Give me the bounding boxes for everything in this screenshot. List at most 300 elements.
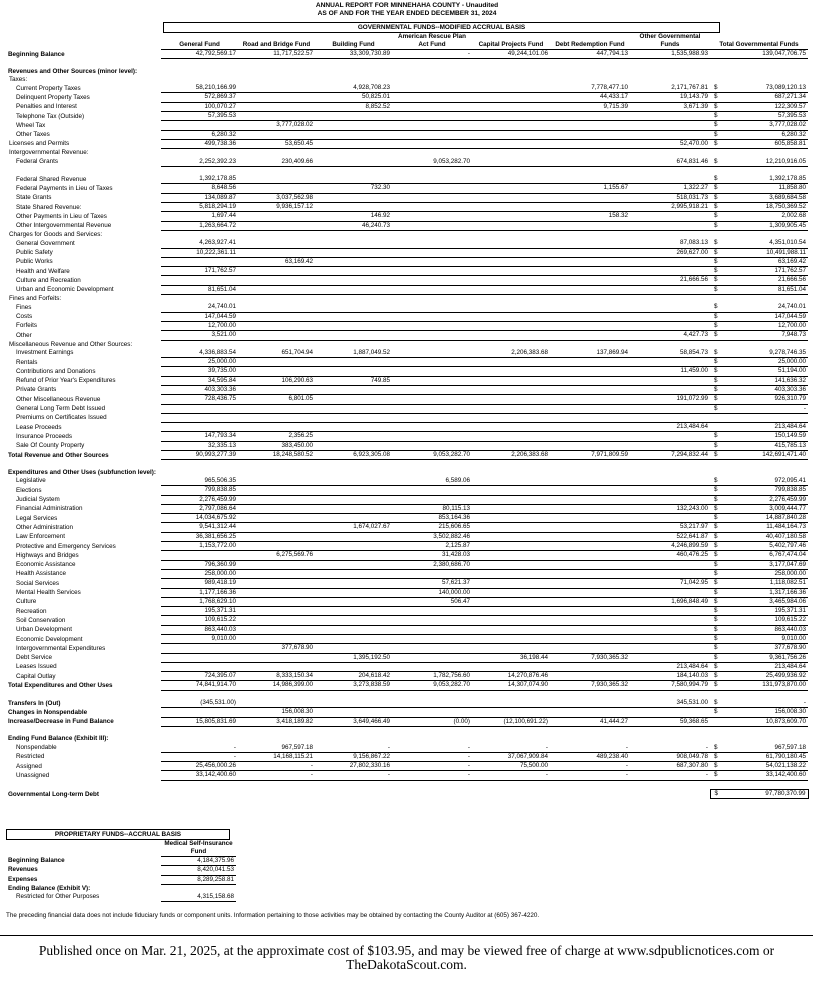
cell-value: 3,777,028.02 bbox=[238, 121, 315, 130]
dollar-sign: $ bbox=[710, 588, 720, 597]
cell-value bbox=[630, 285, 710, 294]
cell-value: 7,778,477.10 bbox=[550, 84, 630, 93]
cell-value bbox=[315, 597, 392, 606]
cell-value: 2,206,383.68 bbox=[472, 349, 550, 358]
cell-value: 9,541,312.44 bbox=[161, 523, 238, 532]
dollar-sign: $ bbox=[710, 358, 720, 367]
cell-value: 4,263,927.41 bbox=[161, 239, 238, 248]
total-value: 51,194.00 bbox=[720, 367, 808, 376]
total-value: 25,499,936.92 bbox=[720, 672, 808, 681]
table-row bbox=[6, 726, 808, 735]
column-header: General Fund bbox=[161, 33, 238, 50]
row-label: Intergovernmental Expenditures bbox=[16, 644, 106, 652]
cell-value bbox=[630, 221, 710, 230]
cell-value: 2,206,383.68 bbox=[472, 451, 550, 460]
cell-value: 81,651.04 bbox=[161, 285, 238, 294]
total-value: 415,785.13 bbox=[720, 441, 808, 450]
cell-value bbox=[550, 239, 630, 248]
row-label: Other bbox=[16, 331, 32, 339]
cell-value bbox=[630, 644, 710, 653]
cell-value: (12,100,691.22) bbox=[472, 717, 550, 726]
cell-value bbox=[472, 130, 550, 139]
cell-value bbox=[315, 607, 392, 616]
cell-value bbox=[472, 112, 550, 121]
row-label: Insurance Proceeds bbox=[16, 432, 73, 440]
proprietary-funds-banner: PROPRIETARY FUNDS--ACCRUAL BASIS bbox=[6, 829, 230, 840]
report-title-line-1: ANNUAL REPORT FOR MINNEHAHA COUNTY - Unaudited bbox=[315, 2, 499, 9]
cell-value bbox=[472, 376, 550, 385]
cell-value: 213,484.64 bbox=[630, 423, 710, 432]
cell-value bbox=[315, 276, 392, 285]
cell-value bbox=[392, 212, 472, 221]
table-row bbox=[6, 376, 808, 385]
cell-value: 32,335.13 bbox=[161, 441, 238, 450]
cell-value: 1,768,629.10 bbox=[161, 597, 238, 606]
cell-value bbox=[315, 532, 392, 541]
cell-value: 460,476.25 bbox=[630, 551, 710, 560]
row-label: Sale Of County Property bbox=[16, 442, 85, 450]
total-value: 1,118,082.51 bbox=[720, 579, 808, 588]
cell-value bbox=[550, 644, 630, 653]
cell-value bbox=[392, 644, 472, 653]
table-row bbox=[6, 672, 808, 681]
cell-value: 57,395.53 bbox=[161, 112, 238, 121]
cell-value bbox=[315, 542, 392, 551]
table-row bbox=[6, 469, 808, 477]
table-row bbox=[6, 653, 808, 662]
dollar-sign: $ bbox=[710, 699, 720, 708]
cell-value: 57,621.37 bbox=[392, 579, 472, 588]
cell-value: 1,395,192.50 bbox=[315, 653, 392, 662]
cell-value: 4,246,899.59 bbox=[630, 542, 710, 551]
row-label: Nonspendable bbox=[16, 744, 57, 752]
cell-value bbox=[392, 569, 472, 578]
cell-value bbox=[472, 432, 550, 441]
cell-value bbox=[238, 102, 315, 111]
cell-value bbox=[238, 184, 315, 193]
table-row bbox=[6, 432, 808, 441]
dollar-sign: $ bbox=[710, 514, 720, 523]
cell-value bbox=[472, 358, 550, 367]
cell-value bbox=[472, 102, 550, 111]
cell-value: 21,666.56 bbox=[630, 276, 710, 285]
cell-value bbox=[315, 560, 392, 569]
cell-value: 9,715.39 bbox=[550, 102, 630, 111]
cell-value: 74,841,914.70 bbox=[161, 681, 238, 690]
table-row bbox=[6, 385, 808, 394]
cell-value bbox=[392, 84, 472, 93]
cell-value: 146.92 bbox=[315, 212, 392, 221]
dollar-sign: $ bbox=[710, 203, 720, 212]
table-row bbox=[6, 276, 808, 285]
cell-value: 9,053,282.70 bbox=[392, 158, 472, 167]
total-value: 24,740.01 bbox=[720, 303, 808, 312]
row-label: Federal Shared Revenue bbox=[16, 175, 87, 183]
table-row bbox=[6, 50, 808, 59]
cell-value bbox=[550, 423, 630, 432]
cell-value bbox=[630, 625, 710, 634]
total-value: 258,000.00 bbox=[720, 569, 808, 578]
cell-value: 724,395.07 bbox=[161, 672, 238, 681]
table-row bbox=[6, 267, 808, 276]
row-label: Elections bbox=[16, 486, 42, 494]
dollar-sign: $ bbox=[710, 257, 720, 266]
cell-value: 7,294,832.44 bbox=[630, 451, 710, 460]
total-value: 5,402,797.46 bbox=[720, 542, 808, 551]
cell-value bbox=[630, 257, 710, 266]
cell-value bbox=[161, 662, 238, 671]
dollar-sign: $ bbox=[710, 102, 720, 111]
dollar-sign: $ bbox=[710, 267, 720, 276]
annual-report bbox=[6, 2, 808, 799]
cell-value bbox=[472, 267, 550, 276]
cell-value: 687,307.80 bbox=[630, 762, 710, 771]
cell-value bbox=[472, 385, 550, 394]
cell-value bbox=[238, 285, 315, 294]
dollar-sign: $ bbox=[710, 93, 720, 102]
cell-value bbox=[472, 551, 550, 560]
cell-value bbox=[238, 504, 315, 513]
dollar-sign: $ bbox=[710, 672, 720, 681]
cell-value bbox=[238, 523, 315, 532]
cell-value bbox=[550, 376, 630, 385]
table-row bbox=[6, 340, 808, 349]
total-value: 2,276,459.99 bbox=[720, 495, 808, 504]
cell-value: - bbox=[472, 771, 550, 780]
cell-value bbox=[315, 312, 392, 321]
total-value: 40,407,180.58 bbox=[720, 532, 808, 541]
cell-value bbox=[472, 569, 550, 578]
cell-value bbox=[550, 193, 630, 202]
cell-value: 36,198.44 bbox=[472, 653, 550, 662]
cell-value: - bbox=[550, 744, 630, 753]
cell-value: 1,782,756.60 bbox=[392, 672, 472, 681]
cell-value bbox=[238, 514, 315, 523]
cell-value bbox=[315, 504, 392, 513]
table-row bbox=[6, 616, 808, 625]
cell-value bbox=[550, 175, 630, 184]
cell-value bbox=[472, 560, 550, 569]
cell-value bbox=[550, 121, 630, 130]
cell-value bbox=[630, 385, 710, 394]
cell-value bbox=[392, 331, 472, 340]
cell-value bbox=[630, 790, 710, 799]
column-header: Other Governmental Funds bbox=[630, 33, 710, 50]
cell-value bbox=[315, 139, 392, 148]
table-row bbox=[6, 635, 808, 644]
cell-value bbox=[392, 303, 472, 312]
cell-value: 75,500.00 bbox=[472, 762, 550, 771]
cell-value bbox=[392, 625, 472, 634]
cell-value: 134,089.87 bbox=[161, 193, 238, 202]
cell-value: 258,000.00 bbox=[161, 569, 238, 578]
cell-value: 63,169.42 bbox=[238, 257, 315, 266]
table-row bbox=[6, 762, 808, 771]
cell-value bbox=[630, 358, 710, 367]
cell-value bbox=[315, 321, 392, 330]
cell-value: 14,034,675.92 bbox=[161, 514, 238, 523]
cell-value: 31,428.03 bbox=[392, 551, 472, 560]
cell-value bbox=[238, 331, 315, 340]
row-label: Other Payments in Lieu of Taxes bbox=[16, 212, 107, 220]
total-value: 3,009,444.77 bbox=[720, 504, 808, 513]
cell-value: 853,164.36 bbox=[392, 514, 472, 523]
total-value: 6,767,474.04 bbox=[720, 551, 808, 560]
row-label: Federal Grants bbox=[16, 158, 58, 166]
cell-value bbox=[392, 635, 472, 644]
table-row bbox=[6, 708, 808, 717]
cell-value: 24,740.01 bbox=[161, 303, 238, 312]
cell-value bbox=[630, 653, 710, 662]
row-label: Public Works bbox=[16, 258, 53, 266]
dollar-sign: $ bbox=[710, 84, 720, 93]
table-row bbox=[6, 866, 236, 875]
dollar-sign: $ bbox=[710, 175, 720, 184]
cell-value: 15,805,831.69 bbox=[161, 717, 238, 726]
total-value: 1,392,178.85 bbox=[720, 175, 808, 184]
cell-value: 191,072.99 bbox=[630, 395, 710, 404]
cell-value bbox=[238, 312, 315, 321]
cell-value bbox=[392, 358, 472, 367]
table-row bbox=[6, 423, 808, 432]
cell-value bbox=[550, 542, 630, 551]
cell-value bbox=[161, 708, 238, 717]
cell-value bbox=[315, 257, 392, 266]
cell-value bbox=[315, 130, 392, 139]
cell-value bbox=[630, 130, 710, 139]
total-value: 863,440.03 bbox=[720, 625, 808, 634]
total-value: 171,762.57 bbox=[720, 267, 808, 276]
dollar-sign: $ bbox=[710, 212, 720, 221]
cell-value: 799,838.85 bbox=[161, 486, 238, 495]
dollar-sign: $ bbox=[710, 303, 720, 312]
cell-value bbox=[315, 267, 392, 276]
cell-value: 14,270,876.46 bbox=[472, 672, 550, 681]
cell-value bbox=[550, 486, 630, 495]
cell-value bbox=[550, 432, 630, 441]
dollar-sign: $ bbox=[710, 112, 720, 121]
row-label: Beginning Balance bbox=[8, 50, 65, 58]
cell-value bbox=[472, 708, 550, 717]
cell-value: 1,887,049.52 bbox=[315, 349, 392, 358]
cell-value bbox=[315, 495, 392, 504]
cell-value: 100,070.27 bbox=[161, 102, 238, 111]
table-row bbox=[6, 532, 808, 541]
dollar-sign: $ bbox=[710, 477, 720, 486]
cell-value: 9,156,867.22 bbox=[315, 752, 392, 761]
cell-value bbox=[392, 257, 472, 266]
table-row bbox=[6, 662, 808, 671]
cell-value: 171,762.57 bbox=[161, 267, 238, 276]
dollar-sign: $ bbox=[710, 560, 720, 569]
row-label: Total Revenue and Other Sources bbox=[8, 451, 109, 459]
cell-value bbox=[550, 790, 630, 799]
total-value: 12,210,916.05 bbox=[720, 158, 808, 167]
cell-value: 8,852.52 bbox=[315, 102, 392, 111]
cell-value bbox=[472, 477, 550, 486]
cell-value bbox=[161, 413, 238, 422]
cell-value: 965,506.35 bbox=[161, 477, 238, 486]
dollar-sign: $ bbox=[710, 486, 720, 495]
cell-value bbox=[550, 662, 630, 671]
total-value: 1,317,166.36 bbox=[720, 588, 808, 597]
cell-value: - bbox=[392, 762, 472, 771]
row-label: Intergovernmental Revenue: bbox=[9, 149, 89, 157]
cell-value bbox=[392, 607, 472, 616]
cell-value bbox=[238, 321, 315, 330]
dollar-sign: $ bbox=[710, 597, 720, 606]
row-label: Mental Health Services bbox=[16, 589, 81, 597]
cell-value bbox=[550, 276, 630, 285]
cell-value: 3,649,466.49 bbox=[315, 717, 392, 726]
cell-value bbox=[392, 121, 472, 130]
cell-value bbox=[238, 212, 315, 221]
cell-value bbox=[238, 495, 315, 504]
table-row bbox=[6, 441, 808, 450]
cell-value bbox=[315, 486, 392, 495]
cell-value bbox=[238, 597, 315, 606]
cell-value: 1,674,027.67 bbox=[315, 523, 392, 532]
row-label: Current Property Taxes bbox=[16, 84, 81, 92]
cell-value bbox=[392, 367, 472, 376]
dollar-sign: $ bbox=[710, 239, 720, 248]
cell-value bbox=[550, 203, 630, 212]
cell-value bbox=[550, 303, 630, 312]
dollar-sign: $ bbox=[710, 221, 720, 230]
cell-value bbox=[472, 257, 550, 266]
cell-value bbox=[238, 560, 315, 569]
total-value: 73,089,120.13 bbox=[720, 84, 808, 93]
total-value: 63,169.42 bbox=[720, 257, 808, 266]
row-label: Forfeits bbox=[16, 322, 37, 330]
cell-value: 1,153,772.00 bbox=[161, 542, 238, 551]
cell-value bbox=[315, 635, 392, 644]
cell-value: 4,928,708.23 bbox=[315, 84, 392, 93]
cell-value bbox=[315, 367, 392, 376]
cell-value: 5,818,294.19 bbox=[161, 203, 238, 212]
cell-value bbox=[550, 551, 630, 560]
cell-value bbox=[315, 203, 392, 212]
cell-value bbox=[550, 331, 630, 340]
cell-value bbox=[472, 203, 550, 212]
cell-value bbox=[161, 551, 238, 560]
cell-value bbox=[161, 121, 238, 130]
cell-value bbox=[238, 486, 315, 495]
cell-value bbox=[550, 607, 630, 616]
cell-value bbox=[238, 625, 315, 634]
cell-value: 25,000.00 bbox=[161, 358, 238, 367]
cell-value bbox=[630, 121, 710, 130]
cell-value bbox=[472, 248, 550, 257]
table-row bbox=[6, 681, 808, 690]
table-row bbox=[6, 771, 808, 780]
cell-value bbox=[392, 93, 472, 102]
cell-value: 36,381,656.25 bbox=[161, 532, 238, 541]
cell-value: - bbox=[315, 744, 392, 753]
cell-value bbox=[550, 504, 630, 513]
cell-value bbox=[550, 321, 630, 330]
proprietary-funds-section bbox=[6, 829, 236, 902]
cell-value: 1,696,848.49 bbox=[630, 597, 710, 606]
cell-value bbox=[315, 175, 392, 184]
cell-value: 674,831.46 bbox=[630, 158, 710, 167]
dollar-sign: $ bbox=[710, 681, 720, 690]
row-label: Legislative bbox=[16, 477, 46, 485]
row-label: Revenues and Other Sources (minor level): bbox=[8, 67, 138, 75]
total-value: 213,484.64 bbox=[720, 423, 808, 432]
cell-value bbox=[630, 635, 710, 644]
cell-value bbox=[392, 321, 472, 330]
table-row bbox=[6, 752, 808, 761]
cell-value bbox=[238, 579, 315, 588]
row-label: Financial Administration bbox=[16, 505, 83, 513]
cell-value bbox=[472, 413, 550, 422]
cell-value bbox=[550, 358, 630, 367]
cell-value bbox=[550, 514, 630, 523]
dollar-sign: $ bbox=[710, 321, 720, 330]
table-row bbox=[6, 744, 808, 753]
cell-value: 2,356.25 bbox=[238, 432, 315, 441]
cell-value bbox=[472, 276, 550, 285]
cell-value bbox=[392, 404, 472, 413]
cell-value: 8,333,150.34 bbox=[238, 672, 315, 681]
table-row bbox=[6, 644, 808, 653]
row-label: Increase/Decrease in Fund Balance bbox=[8, 718, 114, 726]
cell-value bbox=[550, 441, 630, 450]
cell-value bbox=[472, 321, 550, 330]
cell-value bbox=[315, 432, 392, 441]
cell-value bbox=[392, 312, 472, 321]
dollar-sign: $ bbox=[710, 569, 720, 578]
cell-value bbox=[550, 588, 630, 597]
cell-value: 522,641.87 bbox=[630, 532, 710, 541]
cell-value bbox=[315, 121, 392, 130]
cell-value: (345,531.00) bbox=[161, 699, 238, 708]
row-label: Culture and Recreation bbox=[16, 276, 81, 284]
cell-value: - bbox=[392, 50, 472, 59]
cell-value bbox=[161, 257, 238, 266]
cell-value: 732.30 bbox=[315, 184, 392, 193]
cell-value: 132,243.00 bbox=[630, 504, 710, 513]
cell-value: - bbox=[392, 771, 472, 780]
cell-value: 908,049.78 bbox=[630, 752, 710, 761]
row-label: Capital Outlay bbox=[16, 672, 56, 680]
cell-value bbox=[315, 625, 392, 634]
cell-value bbox=[550, 523, 630, 532]
row-label: Wheel Tax bbox=[16, 121, 46, 129]
cell-value bbox=[392, 248, 472, 257]
dollar-sign: $ bbox=[710, 285, 720, 294]
cell-value: 6,801.05 bbox=[238, 395, 315, 404]
dollar-sign: $ bbox=[710, 523, 720, 532]
cell-value bbox=[550, 158, 630, 167]
table-row bbox=[6, 166, 808, 175]
cell-value: 489,238.40 bbox=[550, 752, 630, 761]
dollar-sign: $ bbox=[710, 616, 720, 625]
dollar-sign: $ bbox=[710, 662, 720, 671]
table-row bbox=[6, 93, 808, 102]
total-value: 81,651.04 bbox=[720, 285, 808, 294]
cell-value bbox=[392, 441, 472, 450]
cell-value bbox=[630, 312, 710, 321]
governmental-funds-table bbox=[6, 33, 809, 799]
cell-value bbox=[238, 653, 315, 662]
cell-value: 3,521.00 bbox=[161, 331, 238, 340]
cell-value bbox=[550, 597, 630, 606]
row-label: Changes in Nonspendable bbox=[8, 708, 88, 716]
row-label: Miscellaneous Revenue and Other Sources: bbox=[9, 340, 133, 348]
row-label: Other Taxes bbox=[16, 131, 50, 139]
